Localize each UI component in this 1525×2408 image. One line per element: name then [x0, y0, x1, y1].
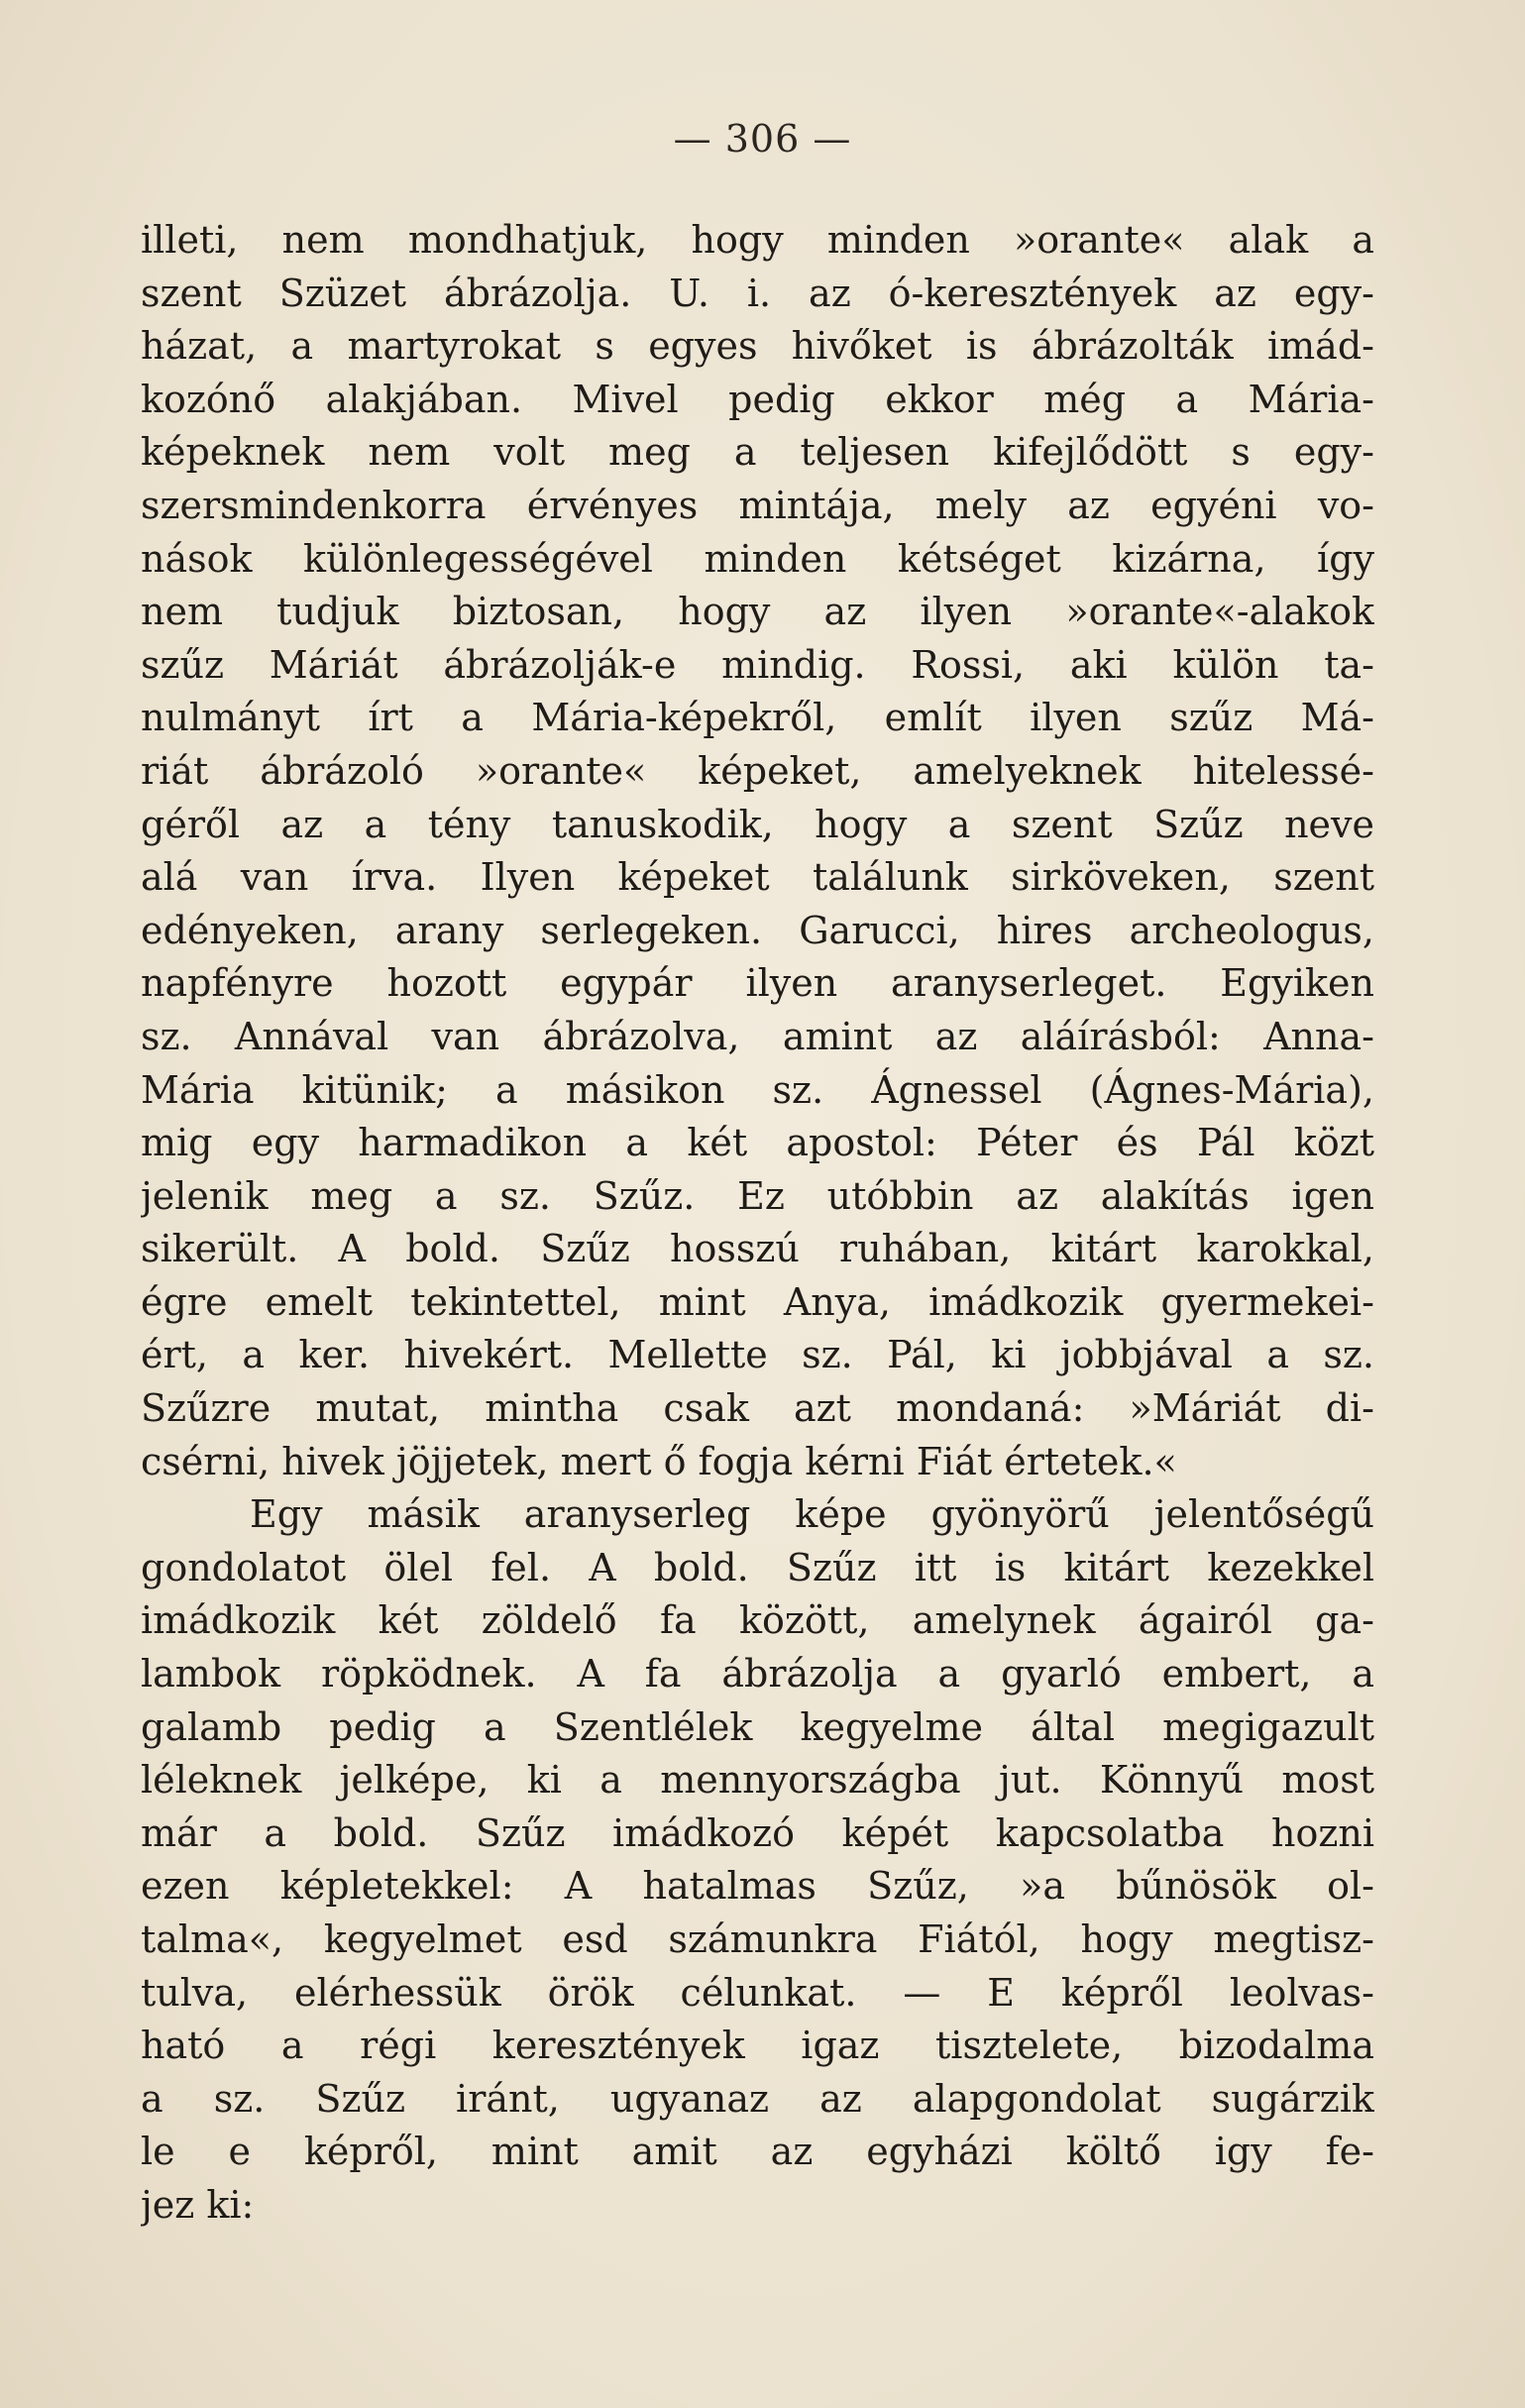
text-line: ezen képletekkel: A hatalmas Szűz, »a bűnösök ol- — [141, 1864, 1374, 1909]
text-line: lambok röpködnek. A fa ábrázolja a gyarló embert, a — [141, 1652, 1374, 1697]
text-line: edényeken, arany serlegeken. Garucci, hires archeologus, — [141, 908, 1374, 952]
text-line: sz. Annával van ábrázolva, amint az aláírásból: Anna- — [141, 1014, 1374, 1058]
text-line: riát ábrázoló »orante« képeket, amelyeknek hitelessé- — [141, 748, 1374, 793]
text-line: a sz. Szűz iránt, ugyanaz az alapgondolat sugárzik — [141, 2076, 1374, 2121]
text-line: talma«, kegyelmet esd számunkra Fiától, hogy megtisz- — [141, 1917, 1374, 1961]
text-line: ért, a ker. hivekért. Mellette sz. Pál, ki jobbjával a sz. — [141, 1333, 1374, 1377]
page-number: — 306 — — [673, 117, 852, 161]
text-line: csérni, hivek jöjjetek, mert ő fogja kérni Fiát értetek.« — [141, 1439, 1177, 1483]
text-line: már a bold. Szűz imádkozó képét kapcsolatba hozni — [141, 1810, 1374, 1855]
text-line: galamb pedig a Szentlélek kegyelme által megigazult — [141, 1704, 1374, 1749]
text-line: szűz Máriát ábrázolják-e mindig. Rossi, aki külön ta- — [141, 642, 1374, 687]
text-line: Szűzre mutat, mintha csak azt mondaná: »Máriát di- — [141, 1386, 1374, 1431]
text-line: gondolatot ölel fel. A bold. Szűz itt is kitárt kezekkel — [141, 1545, 1374, 1589]
text-line: képeknek nem volt meg a teljesen kifejlődött s egy- — [141, 430, 1374, 475]
text-line: szent Szüzet ábrázolja. U. i. az ó-keresztények az egy- — [141, 271, 1374, 315]
text-line: jez ki: — [141, 2182, 255, 2227]
text-line: imádkozik két zöldelő fa között, amelynek ágairól ga- — [141, 1598, 1374, 1643]
text-line: napfényre hozott egypár ilyen aranyserleget. Egyiken — [141, 961, 1374, 1006]
text-line: sikerült. A bold. Szűz hosszú ruhában, kitárt karokkal, — [141, 1227, 1374, 1271]
text-line: égre emelt tekintettel, mint Anya, imádkozik gyermekei- — [141, 1279, 1374, 1324]
text-line: illeti, nem mondhatjuk, hogy minden »orante« alak a — [141, 218, 1374, 262]
text-line: tulva, elérhessük örök célunkat. — E képről leolvas- — [141, 1970, 1374, 2015]
text-line: mig egy harmadikon a két apostol: Péter és Pál közt — [141, 1121, 1374, 1165]
text-line: nem tudjuk biztosan, hogy az ilyen »orante«-alakok — [141, 590, 1374, 634]
text-line-paragraph-start: Egy másik aranyserleg képe gyönyörű jelentőségű — [250, 1492, 1374, 1537]
text-line: szersmindenkorra érvényes mintája, mely az egyéni vo- — [141, 483, 1374, 527]
text-line: jelenik meg a sz. Szűz. Ez utóbbin az alakítás igen — [141, 1173, 1374, 1218]
text-line: géről az a tény tanuskodik, hogy a szent Szűz neve — [141, 802, 1374, 846]
text-line: nulmányt írt a Mária-képekről, említ ilyen szűz Má- — [141, 696, 1374, 740]
text-line: kozónő alakjában. Mivel pedig ekkor még a Mária- — [141, 377, 1374, 421]
text-line: ható a régi keresztények igaz tisztelete, bizodalma — [141, 2024, 1374, 2068]
text-line: Mária kitünik; a másikon sz. Ágnessel (Ágnes-Mária), — [141, 1067, 1374, 1112]
text-line: alá van írva. Ilyen képeket találunk sirköveken, szent — [141, 855, 1374, 900]
text-line: nások különlegességével minden kétséget kizárna, így — [141, 536, 1374, 581]
text-line: le e képről, mint amit az egyházi költő igy fe- — [141, 2130, 1374, 2174]
body-text — [141, 214, 1374, 2233]
text-line: léleknek jelképe, ki a mennyországba jut. Könnyű most — [141, 1758, 1374, 1803]
text-line: házat, a martyrokat s egyes hivőket is ábrázolták imád- — [141, 324, 1374, 369]
